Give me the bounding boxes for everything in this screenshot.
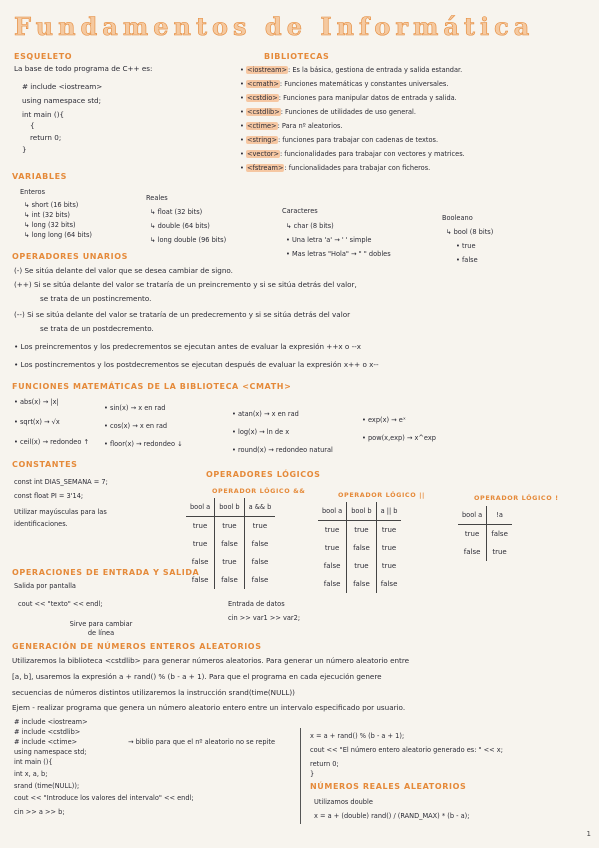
code-line: cin >> a >> b; (14, 808, 65, 816)
caracteres-item: • Mas letras "Hola" → " " dobles (286, 250, 391, 258)
table-cell: false (251, 576, 269, 584)
caracteres-label: Caracteres (282, 207, 318, 215)
function-item: • round(x) → redondeo natural (232, 446, 333, 454)
and-truth-table (186, 498, 275, 589)
variables-heading: VARIABLES (12, 172, 67, 181)
table-cell: false (186, 571, 215, 589)
function-item: • sin(x) → x en rad (104, 404, 166, 412)
code-line: } (310, 770, 315, 778)
table-header: bool a (318, 502, 347, 521)
table-cell: false (186, 553, 215, 571)
aleatorios-heading: GENERACIÓN DE NÚMEROS ENTEROS ALEATORIOS (12, 642, 262, 651)
function-item: • exp(x) → eˣ (362, 416, 406, 424)
aleatorios-line: Utilizaremos la biblioteca <cstdlib> para generar números aleatorios. Para generar un número aleatorio entre (12, 656, 410, 665)
table-cell: false (318, 575, 347, 593)
esqueleto-line: } (22, 145, 27, 154)
salida-note: Sirve para cambiar de línea (69, 620, 133, 637)
funciones-heading: FUNCIONES MATEMÁTICAS DE LA BIBLIOTECA <CMATH> (12, 382, 292, 391)
reales-item: ↳ float (32 bits) (150, 208, 203, 216)
table-cell: true (381, 526, 397, 534)
logicos-heading: OPERADORES LÓGICOS (206, 470, 321, 479)
esqueleto-line: # include <iostream> (22, 82, 103, 91)
table-header: bool b (347, 502, 376, 521)
constantes-line: identificaciones. (14, 520, 68, 528)
unarios-line: (--) Si se sitúa delante del valor se trataría de un predecremento y si se sitúa detrás del valor (14, 310, 351, 319)
table-cell: true (186, 517, 215, 536)
function-item: • floor(x) → redondeo ↓ (104, 440, 183, 448)
esqueleto-line: return 0; (30, 133, 62, 142)
table-cell: true (215, 517, 244, 536)
table-cell: false (318, 557, 347, 575)
caracteres-item: • Una letra 'a' → ' ' simple (286, 236, 372, 244)
constantes-line: const int DIAS_SEMANA = 7; (14, 478, 108, 486)
table-header: bool a (458, 506, 487, 525)
table-cell: false (491, 530, 508, 538)
table-cell: false (215, 571, 244, 589)
table-header: bool a (186, 498, 215, 517)
code-line: # include <ctime> (14, 738, 78, 746)
table-cell: true (347, 521, 376, 540)
library-item: • <cstdio>: Funciones para manipular datos de entrada y salida. (240, 94, 457, 102)
table-cell: false (347, 539, 376, 557)
unarios-line: • Los preincrementos y los predecrementos se ejecutan antes de evaluar la expresión ++x o --x (14, 342, 362, 351)
page-title: Fundamentos de Informática (14, 12, 535, 41)
or-title: OPERADOR LÓGICO || (338, 491, 425, 499)
table-cell: false (458, 543, 487, 561)
booleano-label: Booleano (442, 214, 473, 222)
table-header: bool b (215, 498, 244, 517)
function-item: • atan(x) → x en rad (232, 410, 299, 418)
function-item: • pow(x,exp) → x^exp (362, 434, 436, 442)
caracteres-item: ↳ char (8 bits) (286, 222, 334, 230)
table-cell: true (318, 521, 347, 540)
entrada-label: Entrada de datos (228, 600, 285, 608)
entrada-code: cin >> var1 >> var2; (228, 614, 301, 622)
reales-item: ↳ long double (96 bits) (150, 236, 227, 244)
unarios-line: se trata de un postincremento. (40, 294, 152, 303)
function-item: • sqrt(x) → √x (14, 418, 60, 426)
aleatorios-line: secuencias de números distintos utilizaremos la instrucción srand(time(NULL)) (12, 688, 295, 697)
code-line: using namespace std; (14, 748, 87, 756)
booleano-item: • true (456, 242, 476, 250)
table-cell: false (215, 535, 244, 553)
booleano-item: • false (456, 256, 478, 264)
table-cell: true (381, 544, 397, 552)
enteros-item: ↳ long (32 bits) (24, 221, 76, 229)
bibliotecas-heading: BIBLIOTECAS (264, 52, 330, 61)
code-line: int x, a, b; (14, 770, 48, 778)
library-item: • <string>: funciones para trabajar con cadenas de textos. (240, 136, 439, 144)
table-cell: true (458, 525, 487, 544)
esqueleto-line: La base de todo programa de C++ es: (14, 64, 153, 73)
table-cell: true (186, 535, 215, 553)
code-line: cout << "Introduce los valores del intervalo" << endl; (14, 794, 194, 802)
enteros-item: ↳ short (16 bits) (24, 201, 79, 209)
esqueleto-heading: ESQUELETO (14, 52, 73, 61)
code-line: srand (time(NULL)); (14, 782, 80, 790)
salida-code: cout << "texto" << endl; (18, 600, 103, 608)
and-title: OPERADOR LÓGICO && (212, 487, 306, 495)
unarios-line: (-) Se sitúa delante del valor que se desea cambiar de signo. (14, 266, 233, 275)
library-item: • <fstream>: funcionalidades para trabajar con ficheros. (240, 164, 431, 172)
code-line: x = a + rand() % (b - a + 1); (310, 732, 405, 740)
library-item: • <cmath>: Funciones matemáticas y constantes universales. (240, 80, 449, 88)
function-item: • abs(x) → |x| (14, 398, 59, 406)
table-cell: true (215, 553, 244, 571)
library-item: • <ctime>: Para nº aleatorios. (240, 122, 343, 130)
es-heading: OPERACIONES DE ENTRADA Y SALIDA (12, 568, 200, 577)
esqueleto-line: int main (){ (22, 110, 65, 119)
page-number: 1 (586, 830, 591, 838)
unarios-line: (++) Si se sitúa delante del valor se trataría de un preincremento y si se sitúa detrás del valor, (14, 280, 357, 289)
code-line: # include <cstdlib> (14, 728, 81, 736)
table-cell: true (252, 522, 268, 530)
reales-line: x = a + (double) rand() / (RAND_MAX) * (b - a); (314, 812, 470, 820)
table-cell: true (347, 557, 376, 575)
table-cell: false (347, 575, 376, 593)
function-item: • cos(x) → x en rad (104, 422, 168, 430)
table-cell: false (380, 580, 398, 588)
constantes-line: Utilizar mayúsculas para las (14, 508, 107, 516)
reales-label: Reales (146, 194, 168, 202)
not-title: OPERADOR LÓGICO ! (474, 494, 559, 502)
enteros-item: ↳ long long (64 bits) (24, 231, 92, 239)
enteros-item: ↳ int (32 bits) (24, 211, 70, 219)
not-truth-table (458, 506, 512, 561)
library-item: • <vector>: funcionalidades para trabajar con vectores y matrices. (240, 150, 465, 158)
table-cell: true (492, 548, 507, 556)
code-line: int main (){ (14, 758, 53, 766)
table-header: a || b (376, 502, 401, 521)
column-divider (300, 728, 301, 824)
or-truth-table (318, 502, 401, 593)
reales-item: ↳ double (64 bits) (150, 222, 210, 230)
code-line: cout << "El número entero aleatorio generado es: " << x; (310, 746, 503, 754)
aleatorios-line: [a, b], usaremos la expresión a + rand() % (b - a + 1). Para que el programa en cada ejecución genere (12, 672, 382, 681)
enteros-label: Enteros (20, 188, 46, 196)
table-cell: false (251, 558, 269, 566)
constantes-line: const float PI = 3'14; (14, 492, 84, 500)
table-header: !a (487, 506, 512, 525)
code-note: → biblio para que el nº aleatorio no se repite (128, 738, 276, 746)
reales-line: Utilizamos double (314, 798, 373, 806)
table-cell: false (251, 540, 269, 548)
unarios-line: se trata de un postdecremento. (40, 324, 154, 333)
table-cell: true (381, 562, 397, 570)
esqueleto-line: using namespace std; (22, 96, 101, 105)
library-item: • <iostream>: Es la básica, gestiona de entrada y salida estandar. (240, 66, 463, 74)
function-item: • ceil(x) → redondeo ↑ (14, 438, 90, 446)
table-header: a && b (244, 498, 275, 517)
library-item: • <cstdlib>: Funciones de utilidades de uso general. (240, 108, 416, 116)
unarios-line: • Los postincrementos y los postdecrementos se ejecutan después de evaluar la expresión x++ o x-- (14, 360, 379, 369)
code-line: # include <iostream> (14, 718, 88, 726)
table-cell: true (318, 539, 347, 557)
unarios-heading: OPERADORES UNARIOS (12, 252, 128, 261)
booleano-item: ↳ bool (8 bits) (446, 228, 494, 236)
esqueleto-line: { (30, 121, 35, 130)
salida-label: Salida por pantalla (14, 582, 76, 590)
constantes-heading: CONSTANTES (12, 460, 78, 469)
aleatorios-line: Ejem - realizar programa que genera un número aleatorio entero entre un intervalo especificado por usuario. (12, 703, 406, 712)
code-line: return 0; (310, 760, 339, 768)
reales-aleatorios-heading: NÚMEROS REALES ALEATORIOS (310, 782, 467, 791)
function-item: • log(x) → ln de x (232, 428, 290, 436)
